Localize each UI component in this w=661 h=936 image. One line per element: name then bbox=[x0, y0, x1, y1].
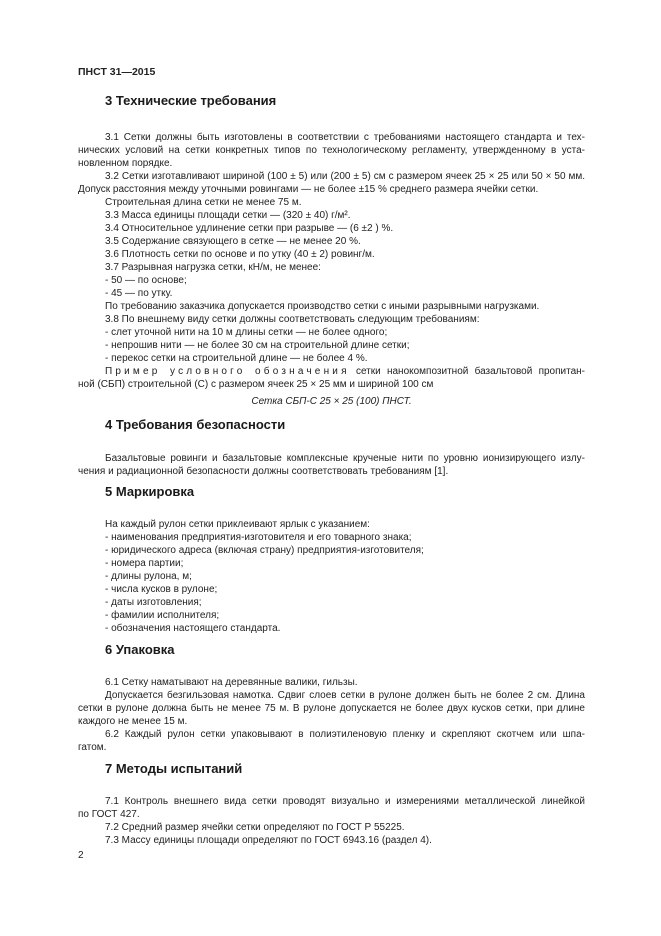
text-line bbox=[78, 808, 585, 821]
text-line bbox=[78, 222, 585, 235]
line-text: - слет уточной нити на 10 м длины сетки — не более одного; bbox=[105, 327, 388, 338]
section-3 bbox=[78, 94, 585, 408]
section-heading: 6 Упаковка bbox=[105, 642, 175, 657]
line-text: гатом. bbox=[78, 742, 107, 753]
text-line bbox=[78, 518, 585, 531]
text-line bbox=[78, 557, 585, 570]
line-text: 3.6 Плотность сетки по основе и по утку (40 ± 2) ровинг/м. bbox=[105, 249, 375, 260]
line-text: - длины рулона, м; bbox=[105, 571, 192, 582]
line-text: 3.2 Сетки изготавливают шириной (100 ± 5) или (200 ± 5) см с размером ячеек 25 × 25 или 50 × 50 мм. bbox=[105, 171, 585, 182]
section-heading: 5 Маркировка bbox=[105, 484, 195, 499]
text-line bbox=[78, 676, 585, 689]
text-line bbox=[78, 313, 585, 326]
text-line bbox=[78, 209, 585, 222]
text-line bbox=[78, 795, 585, 808]
section-7 bbox=[78, 762, 585, 847]
line-text: 7.2 Средний размер ячейки сетки определяют по ГОСТ Р 55225. bbox=[105, 822, 405, 833]
line-text: - номера партии; bbox=[105, 558, 184, 569]
text-line bbox=[78, 196, 585, 209]
text-line bbox=[78, 596, 585, 609]
line-text: 3.4 Относительное удлинение сетки при разрыве — (6 ±2 ) %. bbox=[105, 223, 394, 234]
spaced-emphasis: Пример условного обозначения bbox=[105, 366, 350, 377]
line-text: - юридического адреса (включая страну) предприятия-изготовителя; bbox=[105, 545, 424, 556]
line-text: 3.7 Разрывная нагрузка сетки, кН/м, не менее: bbox=[105, 262, 321, 273]
section-heading: 7 Методы испытаний bbox=[105, 761, 243, 776]
text-line bbox=[78, 544, 585, 557]
document-header: ПНСТ 31—2015 bbox=[78, 66, 156, 78]
line-text: - даты изготовления; bbox=[105, 597, 202, 608]
text-line bbox=[78, 689, 585, 702]
section-body bbox=[78, 676, 585, 754]
section-4 bbox=[78, 418, 585, 478]
line-text: 3.3 Масса единицы площади сетки — (320 ± 40) г/м². bbox=[105, 210, 351, 221]
line-text: сетки нанокомпозитной базальтовой пропитан- bbox=[349, 366, 585, 377]
text-line bbox=[78, 834, 585, 847]
section-body bbox=[78, 518, 585, 635]
text-line bbox=[78, 728, 585, 741]
section-body bbox=[78, 131, 585, 408]
line-text: Допускается безгильзовая намотка. Сдвиг слоев сетки в рулоне должен быть не более 2 см. Длина bbox=[105, 690, 585, 701]
line-text: - 45 — по утку. bbox=[105, 288, 173, 299]
text-line bbox=[78, 183, 585, 196]
line-text: нических условий на сетки конкретных типов по технологическому регламенту, утвержденному в уста- bbox=[78, 145, 585, 156]
text-line bbox=[78, 157, 585, 170]
line-text: сетки в рулоне должна быть не менее 75 м. В рулоне допускается не более двух кусков сетки, при длине bbox=[78, 703, 585, 714]
section-6 bbox=[78, 643, 585, 754]
line-text: По требованию заказчика допускается производство сетки с иными разрывными нагрузками. bbox=[105, 301, 540, 312]
line-text: каждого не менее 15 м. bbox=[78, 716, 188, 727]
line-text: 3.1 Сетки должны быть изготовлены в соответствии с требованиями настоящего стандарта и тех- bbox=[105, 132, 585, 143]
line-text: - непрошив нити — не более 30 см на строительной длине сетки; bbox=[105, 340, 410, 351]
text-line bbox=[78, 570, 585, 583]
section-body bbox=[78, 795, 585, 847]
text-line bbox=[78, 326, 585, 339]
text-line bbox=[78, 378, 585, 391]
text-line bbox=[78, 609, 585, 622]
text-line bbox=[78, 821, 585, 834]
text-line bbox=[78, 531, 585, 544]
section-heading: 4 Требования безопасности bbox=[105, 417, 286, 432]
page-number: 2 bbox=[78, 850, 84, 861]
line-text: новленном порядке. bbox=[78, 158, 173, 169]
text-line bbox=[78, 583, 585, 596]
line-text: - перекос сетки на строительной длине — не более 4 %. bbox=[105, 353, 368, 364]
text-line bbox=[78, 702, 585, 715]
line-text: - наименования предприятия-изготовителя и его товарного знака; bbox=[105, 532, 412, 543]
line-text: 3.5 Содержание связующего в сетке — не менее 20 %. bbox=[105, 236, 361, 247]
line-text: 6.1 Сетку наматывают на деревянные валики, гильзы. bbox=[105, 677, 358, 688]
line-text: ной (СБП) строительной (С) с размером ячеек 25 × 25 мм и шириной 100 см bbox=[78, 379, 434, 390]
text-line bbox=[78, 170, 585, 183]
line-text: - 50 — по основе; bbox=[105, 275, 187, 286]
text-line bbox=[78, 144, 585, 157]
text-line bbox=[78, 365, 585, 378]
text-line bbox=[78, 131, 585, 144]
line-text: - обозначения настоящего стандарта. bbox=[105, 623, 281, 634]
line-text: На каждый рулон сетки приклеивают ярлык с указанием: bbox=[105, 519, 370, 530]
text-line bbox=[78, 339, 585, 352]
section-heading: 3 Технические требования bbox=[105, 93, 277, 108]
text-line bbox=[78, 465, 585, 478]
line-text: Допуск расстояния между уточными ровингами — не более ±15 % среднего размера ячейки сетки. bbox=[78, 184, 539, 195]
text-line bbox=[78, 300, 585, 313]
line-text: Строительная длина сетки не менее 75 м. bbox=[105, 197, 302, 208]
line-text: 6.2 Каждый рулон сетки упаковывают в полиэтиленовую пленку и скрепляют скотчем или шпа- bbox=[105, 729, 585, 740]
text-line bbox=[78, 622, 585, 635]
designation-example: Сетка СБП-С 25 × 25 (100) ПНСТ. bbox=[251, 396, 412, 407]
line-text: 7.1 Контроль внешнего вида сетки проводят визуально и измерениями металлической линейкой bbox=[105, 796, 585, 807]
text-line bbox=[78, 741, 585, 754]
text-line bbox=[78, 452, 585, 465]
text-line bbox=[78, 715, 585, 728]
line-text: Базальтовые ровинги и базальтовые комплексные крученые нити по уровню ионизирующего излу- bbox=[105, 453, 585, 464]
line-text: - фамилии исполнителя; bbox=[105, 610, 220, 621]
text-line bbox=[78, 352, 585, 365]
line-text: - числа кусков в рулоне; bbox=[105, 584, 218, 595]
line-text: 3.8 По внешнему виду сетки должны соответствовать следующим требованиям: bbox=[105, 314, 480, 325]
text-line bbox=[78, 274, 585, 287]
text-line bbox=[78, 287, 585, 300]
text-line bbox=[78, 235, 585, 248]
line-text: чения и радиационной безопасности должны соответствовать требованиям [1]. bbox=[78, 466, 449, 477]
line-text: по ГОСТ 427. bbox=[78, 809, 140, 820]
line-text: 7.3 Массу единицы площади определяют по ГОСТ 6943.16 (раздел 4). bbox=[105, 835, 432, 846]
text-line bbox=[78, 248, 585, 261]
section-body bbox=[78, 452, 585, 478]
section-5 bbox=[78, 485, 585, 635]
text-line bbox=[78, 261, 585, 274]
